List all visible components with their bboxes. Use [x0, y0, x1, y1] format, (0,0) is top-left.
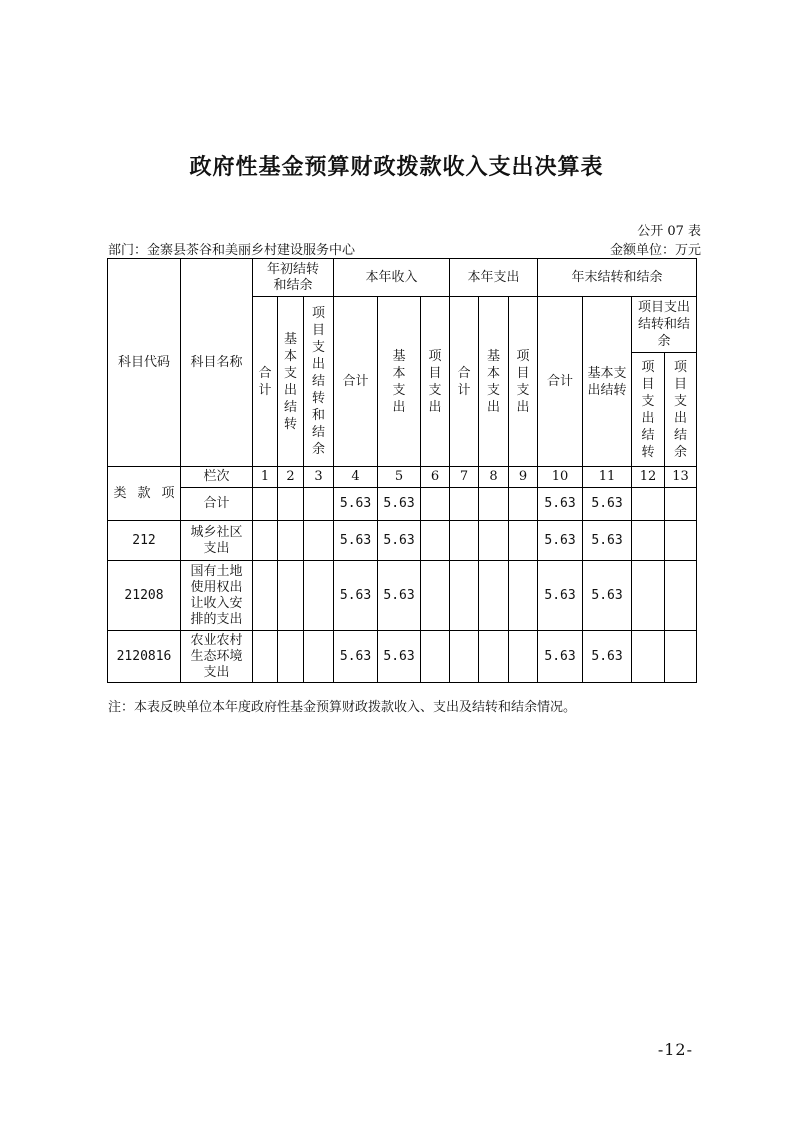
- header-end-project-group: 项目支出结转和结余: [632, 297, 697, 353]
- cell: 5.63: [334, 631, 378, 683]
- row-name: 国有土地使用权出让收入安排的支出: [181, 561, 253, 631]
- cell: [665, 631, 697, 683]
- cell: 5.63: [378, 488, 421, 521]
- column-number: 12: [632, 467, 665, 488]
- header-income-project: 项目支出: [421, 297, 450, 467]
- cell: 5.63: [583, 561, 632, 631]
- table-row: [108, 561, 697, 631]
- header-lei-kuan-xiang: [108, 467, 181, 521]
- cell: 5.63: [538, 631, 583, 683]
- column-number: 10: [538, 467, 583, 488]
- column-number-label: 栏次: [181, 467, 253, 488]
- cell: 5.63: [538, 561, 583, 631]
- column-number: 11: [583, 467, 632, 488]
- row-code: 212: [108, 521, 181, 561]
- cell: [421, 521, 450, 561]
- cell: [253, 631, 278, 683]
- table-row: [108, 521, 697, 561]
- column-number: 6: [421, 467, 450, 488]
- header-begin-group: 年初结转和结余: [253, 259, 334, 297]
- cell: [450, 631, 479, 683]
- cell: [278, 631, 304, 683]
- header-begin-basic: 基本支出结转: [278, 297, 304, 467]
- cell: [632, 631, 665, 683]
- cell: [304, 521, 334, 561]
- cell: [632, 521, 665, 561]
- cell: [421, 561, 450, 631]
- page-number: -12-: [657, 1040, 693, 1059]
- budget-table: [107, 258, 697, 683]
- cell: 5.63: [378, 631, 421, 683]
- header-end-project-carryover: 项目支出结转: [632, 353, 665, 467]
- cell: [665, 561, 697, 631]
- header-begin-project: 项目支出结转和结余: [304, 297, 334, 467]
- row-name: 合计: [181, 488, 253, 521]
- cell: [450, 488, 479, 521]
- cell: [253, 561, 278, 631]
- row-name: 城乡社区支出: [181, 521, 253, 561]
- table-note: 注：本表反映单位本年度政府性基金预算财政拨款收入、支出及结转和结余情况。: [108, 700, 577, 715]
- header-code: 科目代码: [108, 259, 181, 467]
- column-number: 3: [304, 467, 334, 488]
- cell: 5.63: [334, 521, 378, 561]
- cell: [665, 521, 697, 561]
- cell: [253, 488, 278, 521]
- table-row: [108, 631, 697, 683]
- column-number: 1: [253, 467, 278, 488]
- cell: [509, 631, 538, 683]
- header-end-total: 合计: [538, 297, 583, 467]
- row-code: 2120816: [108, 631, 181, 683]
- cell: [278, 521, 304, 561]
- cell: 5.63: [538, 488, 583, 521]
- cell: [479, 488, 509, 521]
- cell: 5.63: [334, 488, 378, 521]
- column-number: 13: [665, 467, 697, 488]
- cell: [509, 488, 538, 521]
- cell: [509, 521, 538, 561]
- cell: [253, 521, 278, 561]
- header-expense-project: 项目支出: [509, 297, 538, 467]
- cell: [304, 631, 334, 683]
- header-income-basic: 基本支出: [378, 297, 421, 467]
- header-end-basic: 基本支出结转: [583, 297, 632, 467]
- page-title: 政府性基金预算财政拨款收入支出决算表: [189, 155, 604, 180]
- cell: [479, 561, 509, 631]
- cell: [632, 561, 665, 631]
- cell: [450, 521, 479, 561]
- cell: [421, 631, 450, 683]
- table-row-total: [108, 488, 697, 521]
- form-number: 公开 07 表: [637, 224, 701, 239]
- unit-label: 金额单位：万元: [609, 243, 701, 258]
- cell: 5.63: [583, 521, 632, 561]
- header-xiang: 项: [161, 485, 175, 501]
- cell: [479, 521, 509, 561]
- header-income-group: 本年收入: [334, 259, 450, 297]
- header-name: 科目名称: [181, 259, 253, 467]
- header-kuan: 款: [137, 485, 151, 501]
- header-income-total: 合计: [334, 297, 378, 467]
- cell: 5.63: [334, 561, 378, 631]
- cell: [479, 631, 509, 683]
- cell: [278, 561, 304, 631]
- column-number: 9: [509, 467, 538, 488]
- cell: 5.63: [378, 521, 421, 561]
- header-expense-group: 本年支出: [450, 259, 538, 297]
- row-name: 农业农村生态环境支出: [181, 631, 253, 683]
- header-end-group: 年末结转和结余: [538, 259, 697, 297]
- row-code: 21208: [108, 561, 181, 631]
- cell: [665, 488, 697, 521]
- header-begin-total: 合计: [253, 297, 278, 467]
- cell: 5.63: [378, 561, 421, 631]
- cell: [509, 561, 538, 631]
- cell: [450, 561, 479, 631]
- cell: 5.63: [538, 521, 583, 561]
- department-label: 部门：金寨县茶谷和美丽乡村建设服务中心: [108, 243, 356, 258]
- header-end-project-balance: 项目支出结余: [665, 353, 697, 467]
- cell: 5.63: [583, 631, 632, 683]
- column-number: 7: [450, 467, 479, 488]
- column-number: 4: [334, 467, 378, 488]
- column-number: 8: [479, 467, 509, 488]
- cell: [632, 488, 665, 521]
- header-lei: 类: [113, 485, 127, 501]
- cell: 5.63: [583, 488, 632, 521]
- header-expense-total: 合计: [450, 297, 479, 467]
- cell: [304, 561, 334, 631]
- column-number: 5: [378, 467, 421, 488]
- column-number: 2: [278, 467, 304, 488]
- cell: [278, 488, 304, 521]
- header-expense-basic: 基本支出: [479, 297, 509, 467]
- cell: [421, 488, 450, 521]
- cell: [304, 488, 334, 521]
